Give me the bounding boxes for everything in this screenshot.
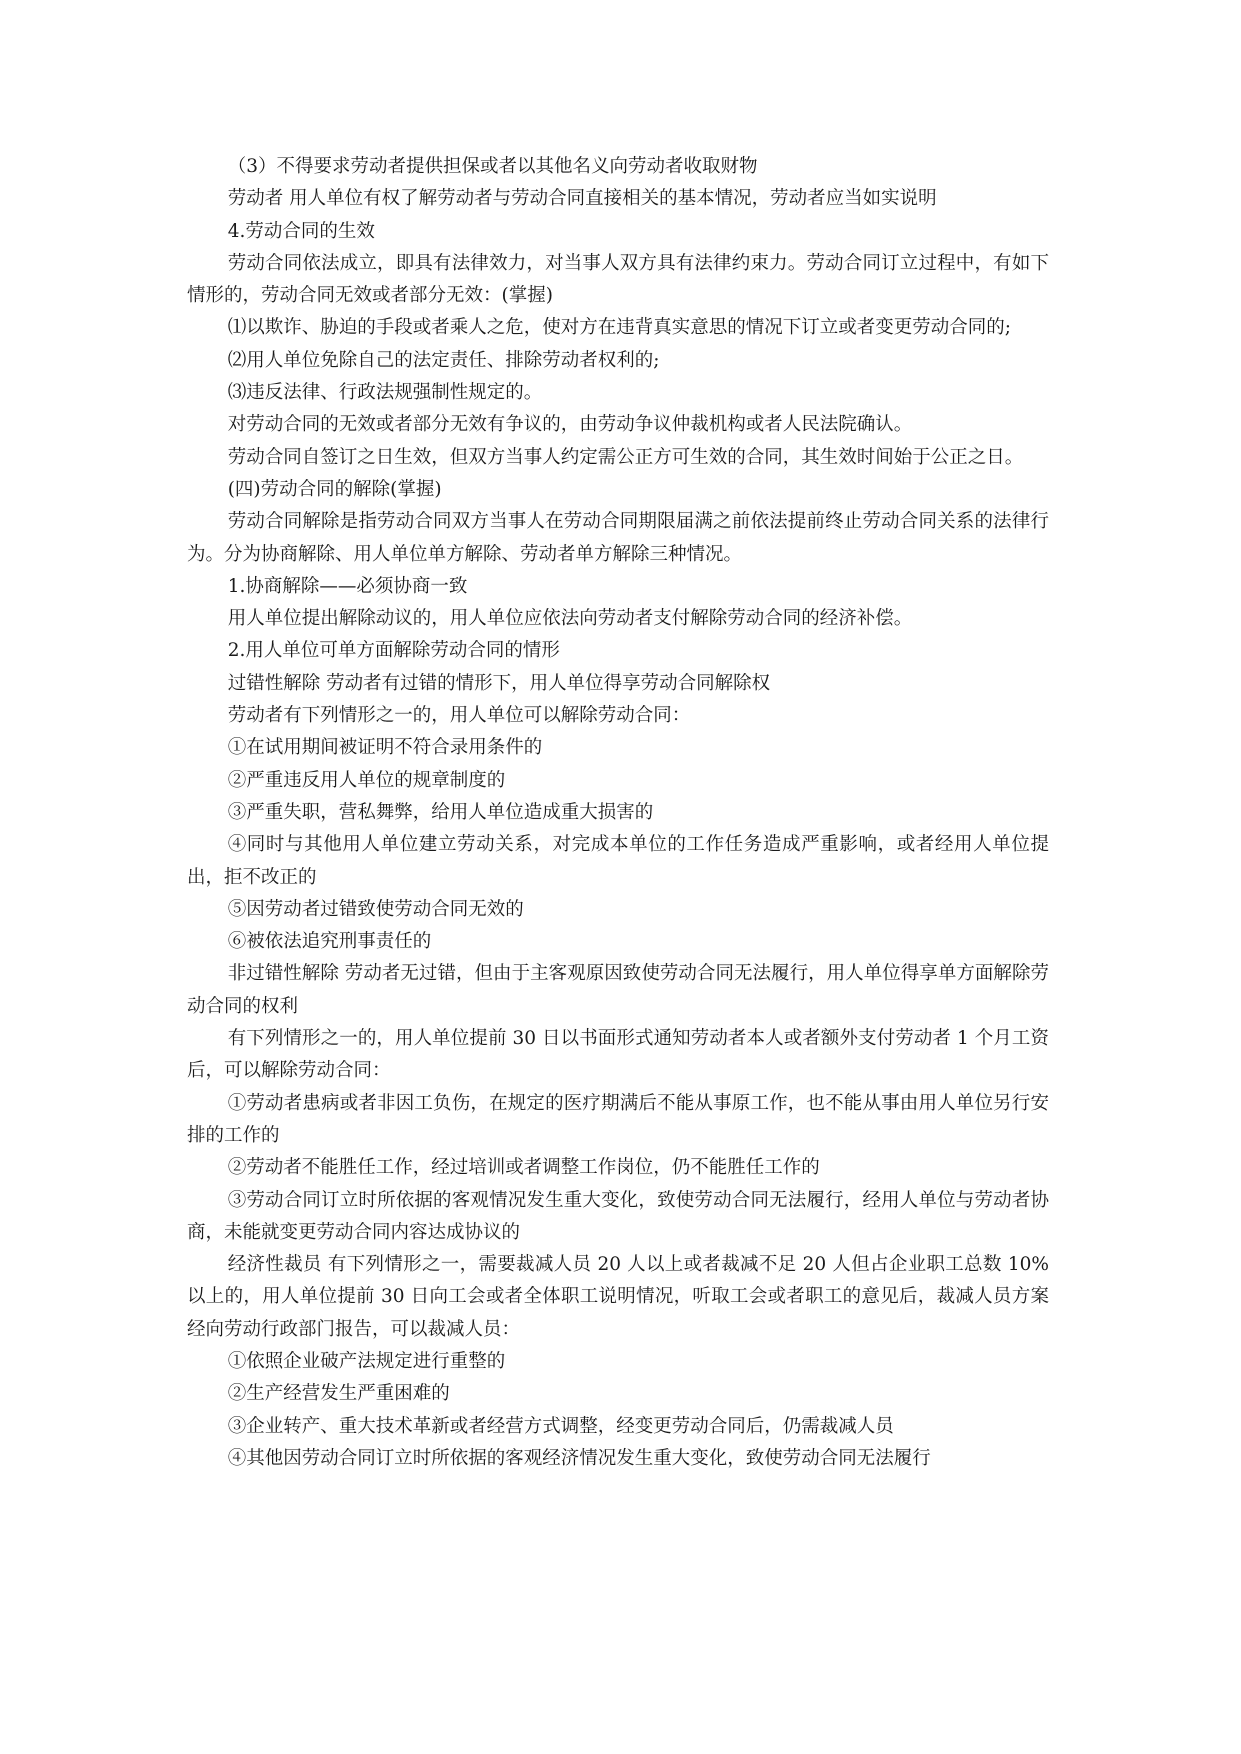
list-item-no-fault-2: ②劳动者不能胜任工作，经过培训或者调整工作岗位，仍不能胜任工作的 bbox=[227, 1157, 820, 1179]
paragraph-fault-cases-intro: 劳动者有下列情形之一的，用人单位可以解除劳动合同： bbox=[227, 705, 691, 727]
paragraph-no-guarantee: （3）不得要求劳动者提供担保或者以其他名义向劳动者收取财物 bbox=[227, 156, 758, 177]
list-item-no-fault-1: ①劳动者患病或者非因工负伤，在规定的医疗期满后不能从事原工作，也不能从事由用人单位另行安排的工作的 bbox=[187, 1092, 1049, 1146]
paragraph-termination-definition: 劳动合同解除是指劳动合同双方当事人在劳动合同期限届满之前依法提前终止劳动合同关系的法律行为。分为协商解除、用人单位单方解除、劳动者单方解除三种情况。 bbox=[187, 511, 1049, 565]
paragraph-dispute-confirmation: 对劳动合同的无效或者部分无效有争议的，由劳动争议仲裁机构或者人民法院确认。 bbox=[227, 414, 913, 436]
paragraph-no-fault-termination: 非过错性解除 劳动者无过错，但由于主客观原因致使劳动合同无法履行，用人单位得享单方面解除劳动合同的权利 bbox=[187, 963, 1049, 1017]
paragraph-fault-termination: 过错性解除 劳动者有过错的情形下，用人单位得享劳动合同解除权 bbox=[227, 672, 771, 694]
list-item-layoff-1: ①依照企业破产法规定进行重整的 bbox=[227, 1350, 506, 1372]
paragraph-right-to-know: 劳动者 用人单位有权了解劳动者与劳动合同直接相关的基本情况，劳动者应当如实说明 bbox=[227, 188, 937, 210]
list-item-fault-1: ①在试用期间被证明不符合录用条件的 bbox=[227, 737, 543, 759]
paragraph-contract-validity: 劳动合同依法成立，即具有法律效力，对当事人双方具有法律约束力。劳动合同订立过程中，有如下情形的，劳动合同无效或者部分无效：(掌握) bbox=[187, 252, 1049, 307]
list-item-fault-3: ③严重失职，营私舞弊，给用人单位造成重大损害的 bbox=[227, 801, 654, 823]
list-item-invalid-2: ⑵用人单位免除自己的法定责任、排除劳动者权利的; bbox=[227, 349, 660, 371]
list-item-invalid-1: ⑴以欺诈、胁迫的手段或者乘人之危，使对方在违背真实意思的情况下订立或者变更劳动合同的; bbox=[227, 317, 1011, 339]
heading-contract-termination: (四)劳动合同的解除(掌握) bbox=[227, 478, 442, 500]
list-item-fault-2: ②严重违反用人单位的规章制度的 bbox=[227, 769, 506, 791]
list-item-fault-5: ⑤因劳动者过错致使劳动合同无效的 bbox=[227, 898, 524, 920]
list-item-fault-6: ⑥被依法追究刑事责任的 bbox=[227, 931, 432, 953]
list-item-no-fault-3: ③劳动合同订立时所依据的客观情况发生重大变化，致使劳动合同无法履行，经用人单位与劳动者协商，未能就变更劳动合同内容达成协议的 bbox=[187, 1189, 1049, 1243]
list-item-layoff-3: ③企业转产、重大技术革新或者经营方式调整，经变更劳动合同后，仍需裁减人员 bbox=[227, 1415, 894, 1437]
heading-contract-effect: 4.劳动合同的生效 bbox=[227, 220, 375, 242]
document-body bbox=[187, 151, 1049, 1475]
list-item-layoff-2: ②生产经营发生严重困难的 bbox=[227, 1383, 450, 1405]
heading-mutual-termination: 1.协商解除——必须协商一致 bbox=[227, 575, 468, 597]
list-item-fault-4: ④同时与其他用人单位建立劳动关系，对完成本单位的工作任务造成严重影响，或者经用人单位提出，拒不改正的 bbox=[187, 834, 1049, 888]
list-item-invalid-3: ⑶违反法律、行政法规强制性规定的。 bbox=[227, 382, 543, 404]
paragraph-effective-date: 劳动合同自签订之日生效，但双方当事人约定需公正方可生效的合同，其生效时间始于公正之日。 bbox=[227, 446, 1024, 468]
paragraph-notice-cases-intro: 有下列情形之一的，用人单位提前 30 日以书面形式通知劳动者本人或者额外支付劳动者 1 个月工资后，可以解除劳动合同： bbox=[187, 1028, 1049, 1082]
paragraph-economic-compensation: 用人单位提出解除动议的，用人单位应依法向劳动者支付解除劳动合同的经济补偿。 bbox=[227, 608, 913, 630]
list-item-layoff-4: ④其他因劳动合同订立时所依据的客观经济情况发生重大变化，致使劳动合同无法履行 bbox=[227, 1447, 931, 1469]
paragraph-economic-layoff: 经济性裁员 有下列情形之一，需要裁减人员 20 人以上或者裁减不足 20 人但占企业职工总数 10%以上的，用人单位提前 30 日向工会或者全体职工说明情况，听取工会或者职工的意见后，裁减人员方案经向劳动行政部门报告，可以裁减人员： bbox=[187, 1254, 1049, 1340]
heading-unilateral-termination: 2.用人单位可单方面解除劳动合同的情形 bbox=[227, 640, 560, 662]
